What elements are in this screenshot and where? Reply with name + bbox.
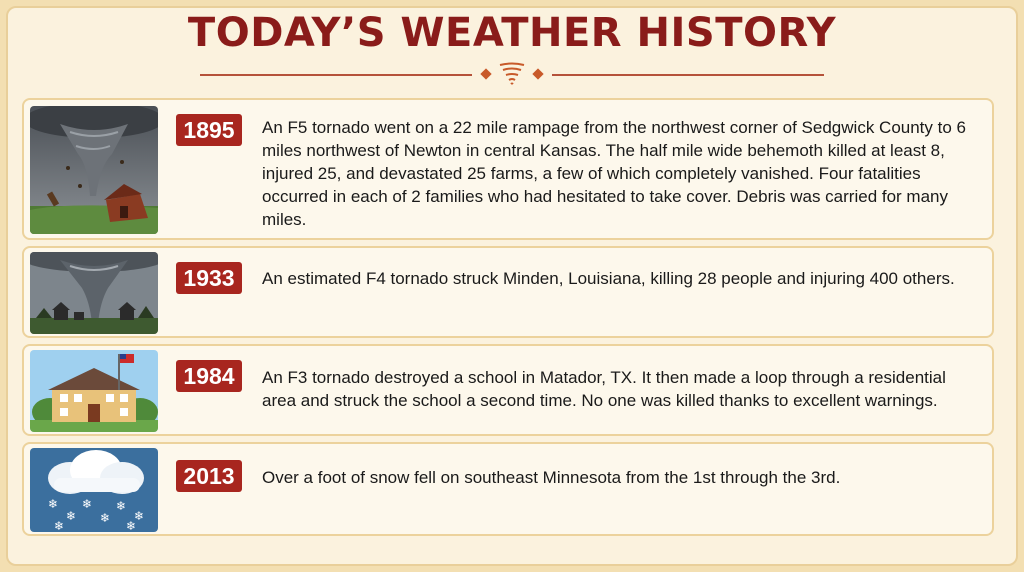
divider-line-left <box>200 74 472 76</box>
year-badge: 1895 <box>176 114 242 146</box>
svg-text:❄: ❄ <box>134 509 145 523</box>
title-divider <box>0 62 1024 86</box>
divider-diamond-right <box>532 68 543 79</box>
divider-diamond-left <box>480 68 491 79</box>
tornado-icon <box>497 62 527 86</box>
event-card-2013 <box>22 442 994 536</box>
event-description: Over a foot of snow fell on southeast Minnesota from the 1st through the 3rd. <box>262 468 841 487</box>
event-description: An F3 tornado destroyed a school in Matador, TX. It then made a loop through a residential area and struck the school a second time. No one was killed thanks to excellent warnings. <box>262 368 946 410</box>
svg-text:❄: ❄ <box>126 519 137 532</box>
event-card-1933 <box>22 246 994 338</box>
school-image <box>30 350 158 432</box>
svg-text:❄: ❄ <box>48 497 59 511</box>
divider-line-right <box>552 74 824 76</box>
year-badge: 2013 <box>176 460 242 492</box>
year-badge: 1933 <box>176 262 242 294</box>
event-card-1984 <box>22 344 994 436</box>
svg-text:❄: ❄ <box>116 499 127 513</box>
event-description: An F5 tornado went on a 22 mile rampage from the northwest corner of Sedgwick County to 6 miles northwest of Newton in central Kansas. The half mile wide behemoth killed at least 8, injured 25, and devastated 25 farms, a few of which completely vanished. Four fatalities occurred in each of 2 families who had hesitated to take cover. Debris was carried for many miles. <box>262 118 966 229</box>
svg-text:❄: ❄ <box>54 519 65 532</box>
tornado-farm-image <box>30 106 158 234</box>
year-badge: 1984 <box>176 360 242 392</box>
event-description: An estimated F4 tornado struck Minden, Louisiana, killing 28 people and injuring 400 others. <box>262 269 955 288</box>
snow-cloud-image <box>30 448 158 532</box>
event-card-1895 <box>22 98 994 240</box>
svg-text:❄: ❄ <box>100 511 111 525</box>
svg-text:❄: ❄ <box>66 509 77 523</box>
tornado-town-image <box>30 252 158 334</box>
svg-text:❄: ❄ <box>82 497 93 511</box>
page-title: TODAY’S WEATHER HISTORY <box>187 10 837 56</box>
